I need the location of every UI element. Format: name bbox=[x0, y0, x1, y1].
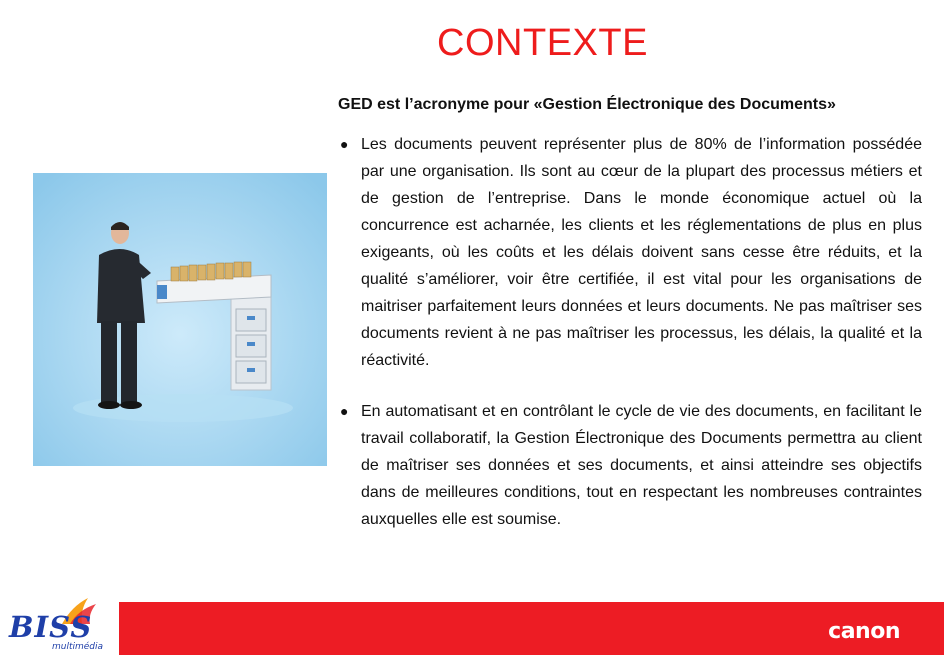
list-item bbox=[338, 131, 922, 374]
bullet-text: Les documents peuvent représenter plus de 80% de l’information possédée par une organisation. Ils sont au cœur de la plupart des processus métiers et de gestion de l’entreprise. Dans le monde économique actuel où la concurrence est acharnée, les clients et les réglementations de plus en plus exigeants, où les coûts et les délais doivent sans cesse être réduits, et la qualité s’améliorer, voir être certifiée, il est vital pour les organisations de maitriser parfaitement leurs données et leurs documents. Ne pas maîtriser ses documents revient à ne pas maîtriser les processus, les délais, la qualité et la réactivité. bbox=[361, 136, 922, 369]
bullet-list bbox=[338, 131, 922, 533]
list-item bbox=[338, 398, 922, 533]
biss-logo bbox=[6, 596, 118, 655]
biss-logo-subtext: multimédia bbox=[52, 642, 104, 652]
bullet-dot-icon: ● bbox=[340, 403, 349, 419]
businessman-filing-cabinet-image bbox=[33, 173, 327, 466]
bullet-dot-icon: ● bbox=[340, 136, 349, 152]
bullet-text: En automatisant et en contrôlant le cycle de vie des documents, en facilitant le travail collaboratif, la Gestion Électronique des Documents permettra au client de maîtriser ses données et ses documents, et ainsi atteindre ses objectifs dans de meilleures conditions, tout en respectant les nombreuses contraintes auxquelles elle est soumise. bbox=[361, 403, 922, 528]
footer-bar bbox=[119, 602, 944, 655]
slide-title: CONTEXTE bbox=[437, 22, 648, 64]
slide-subtitle: GED est l’acronyme pour «Gestion Électronique des Documents» bbox=[338, 96, 836, 113]
biss-logo-text: BISS bbox=[9, 610, 93, 644]
canon-logo: canon bbox=[828, 619, 900, 644]
